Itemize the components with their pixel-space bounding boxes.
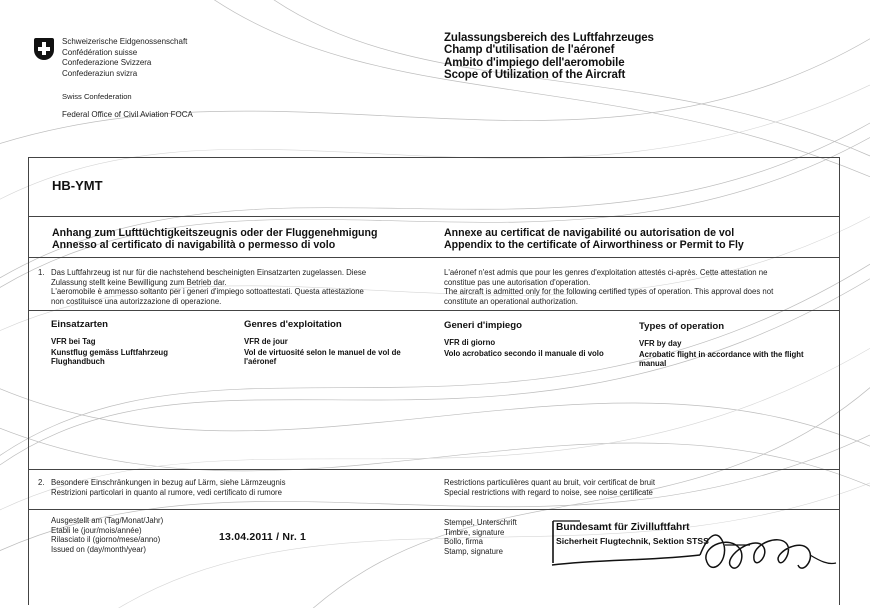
issued-label-de: Ausgestellt am (Tag/Monat/Jahr) [51, 516, 164, 525]
section1-left-line: Zulassung stellt keine Bewilligung zum Betrieb dar. [51, 277, 227, 287]
section1-left-line: L'aeromobile è ammesso soltanto per i generi d'impiego sottoattestati. Questa attestazione [51, 287, 364, 297]
section1-right-line: constitute an operational authorization. [444, 296, 578, 306]
stamp-label-it: Bollo, firma [444, 537, 483, 547]
section2-number: 2. [38, 478, 45, 487]
section1-text-left [51, 268, 431, 306]
appendix-title-right [444, 227, 744, 251]
stamp-label-fr: Timbre, signature [444, 527, 505, 537]
org-line-rm: Confederaziun svizra [62, 68, 138, 78]
section1-number: 1. [38, 268, 45, 277]
operation-item: VFR de jour [244, 337, 288, 346]
column-heading: Generi d'impiego [444, 320, 522, 331]
operations-column-fr [244, 319, 434, 367]
swiss-confederation: Swiss Confederation [62, 92, 132, 101]
authority-stamp-section: Sicherheit Flugtechnik, Sektion STSS [556, 536, 709, 546]
foca-office: Federal Office of Civil Aviation FOCA [62, 110, 193, 119]
confederation-names [62, 37, 187, 79]
appendix-title-left [52, 227, 377, 251]
section1-left-line: non costituisce una autorizzazione di operazione. [51, 296, 222, 306]
authority-stamp-name: Bundesamt für Zivilluftfahrt [556, 522, 690, 533]
issued-label-en: Issued on (day/month/year) [51, 544, 146, 554]
org-line-it: Confederazione Svizzera [62, 58, 152, 67]
aircraft-registration: HB-YMT [52, 178, 103, 193]
divider-operations [29, 469, 839, 470]
scope-title-block [444, 32, 654, 82]
section1-text-right [444, 268, 834, 306]
section1-right-line: constitue pas une autorisation d'operation. [444, 277, 591, 287]
issue-date-number: 13.04.2011 / Nr. 1 [219, 531, 307, 543]
appendix-title-en: Appendix to the certificate of Airworthiness or Permit to Fly [444, 239, 744, 251]
column-heading: Genres d'exploitation [244, 319, 342, 330]
operation-item: Volo acrobatico secondo il manuale di volo [444, 348, 604, 358]
org-line-fr: Confédération suisse [62, 47, 138, 57]
scope-title-fr: Champ d'utilisation de l'aéronef [444, 44, 615, 57]
divider-section2 [29, 509, 839, 510]
section1-left-line: Das Luftfahrzeug ist nur für die nachstehend bescheinigten Einsatzarten zugelassen. Diese [51, 268, 367, 277]
section2-left-line: Besondere Einschränkungen in bezug auf Lärm, siehe Lärmzeugnis [51, 478, 286, 487]
scope-title-it: Ambito d'impiego dell'aeromobile [444, 56, 625, 69]
operation-item: Vol de virtuosité selon le manuel de vol de l'aéronef [244, 347, 401, 367]
operation-item: Acrobatic flight in accordance with the flight manual [639, 349, 804, 369]
handwritten-signature [540, 515, 840, 605]
scope-title-de: Zulassungsbereich des Luftfahrzeuges [444, 32, 654, 44]
section2-text-right [444, 478, 834, 497]
stamp-label-en: Stamp, signature [444, 546, 503, 556]
section2-right-line: Special restrictions with regard to noise, see noise certificate [444, 487, 653, 497]
appendix-title-fr: Annexe au certificat de navigabilité ou autorisation de vol [444, 227, 735, 239]
issued-label-fr: Etabli le (jour/mois/année) [51, 525, 142, 535]
appendix-title-de: Anhang zum Lufttüchtigkeitszeugnis oder der Fluggenehmigung [52, 227, 378, 239]
operation-item: VFR di giorno [444, 338, 496, 347]
operations-column-en [639, 321, 834, 369]
section2-left-line: Restrizioni particolari in quanto al rumore, vedi certificato di rumore [51, 487, 282, 497]
operation-item: VFR bei Tag [51, 337, 96, 346]
operation-item: Kunstflug gemäss Luftfahrzeug Flughandbuch [51, 347, 168, 367]
operation-item: VFR by day [639, 339, 682, 348]
issued-on-labels [51, 516, 163, 554]
divider-section1 [29, 310, 839, 311]
org-line-de: Schweizerische Eidgenossenschaft [62, 37, 188, 46]
operations-column-de [51, 319, 236, 367]
appendix-title-it: Annesso al certificato di navigabilità o permesso di volo [52, 239, 336, 251]
column-heading: Types of operation [639, 321, 725, 332]
scope-title-en: Scope of Utilization of the Aircraft [444, 69, 626, 82]
divider-appendix [29, 257, 839, 258]
stamp-signature-labels [444, 518, 517, 556]
swiss-cross-logo-icon [34, 38, 54, 60]
column-heading: Einsatzarten [51, 319, 109, 330]
section2-text-left [51, 478, 431, 497]
operations-column-it [444, 320, 634, 358]
stamp-label-de: Stempel, Unterschrift [444, 518, 517, 527]
issued-label-it: Rilasciato il (giorno/mese/anno) [51, 535, 161, 545]
divider-registration [29, 216, 839, 217]
section2-right-line: Restrictions particulières quant au bruit, voir certificat de bruit [444, 478, 656, 487]
section1-right-line: L'aéronef n'est admis que pour les genres d'exploitation attestés ci-après. Cette attestation ne [444, 268, 768, 277]
section1-right-line: The aircraft is admitted only for the following certified types of operation. This approval does not [444, 287, 774, 297]
